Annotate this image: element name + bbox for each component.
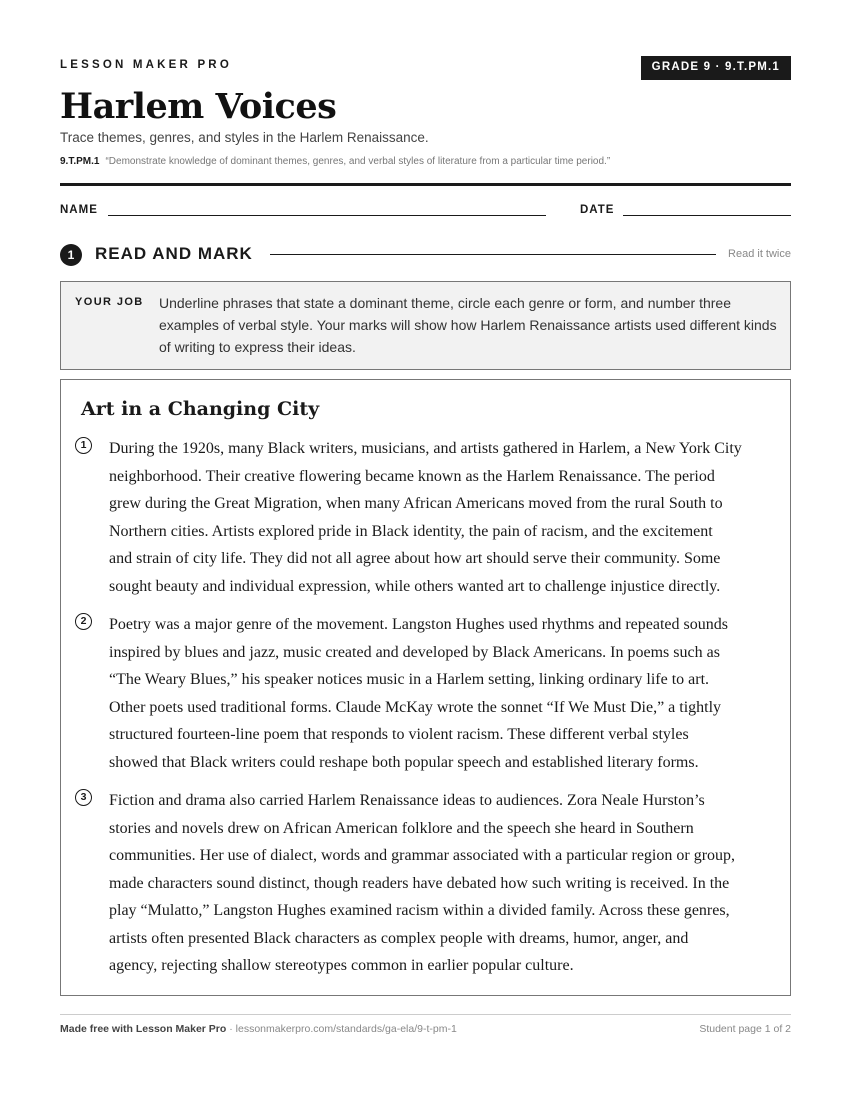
page-title: Harlem Voices <box>60 86 337 127</box>
reading-passage <box>60 379 791 996</box>
section-title: READ AND MARK <box>95 244 253 263</box>
footer-divider <box>60 1014 791 1015</box>
step-number-badge: 1 <box>60 244 82 266</box>
passage-title: Art in a Changing City <box>81 398 320 420</box>
text-line: communities. Her use of dialect, words and grammar associated with a particular region or group, <box>109 847 736 864</box>
text-line: made characters sound distinct, though readers have debated how such writing is received. In the <box>109 874 730 892</box>
instructions-label: YOUR JOB <box>75 296 144 308</box>
text-line: Fiction and drama also carried Harlem Renaissance ideas to audiences. Zora Neale Hurston’s <box>109 792 705 809</box>
grade-badge: GRADE 9 · 9.T.PM.1 <box>641 56 791 80</box>
text-line: agency, rejecting shallow stereotypes common in earlier popular culture. <box>109 957 574 974</box>
section-note: Read it twice <box>728 248 791 260</box>
name-field[interactable] <box>108 215 546 216</box>
text-line: sought beauty and individual expression, while others wanted art to challenge injustice directly. <box>109 577 721 595</box>
text-line: Other poets used traditional forms. Claude McKay wrote the sonnet “If We Must Die,” a tightly <box>109 698 722 716</box>
date-label: DATE <box>580 204 615 216</box>
text-line: inspired by blues and jazz, music created and developed by Black Americans. In poems such as <box>109 643 720 661</box>
text-line: stories and novels drew on African American folklore and the speech she heard in Southern <box>109 819 694 837</box>
paragraph-number: 1 <box>75 437 92 454</box>
text-line: artists often presented Black characters as complex people with dreams, humor, anger, and <box>109 929 689 947</box>
paragraph-number: 2 <box>75 613 92 630</box>
header-divider <box>60 183 791 186</box>
paragraph-text <box>109 435 772 600</box>
text-line: During the 1920s, many Black writers, musicians, and artists gathered in Harlem, a New York City <box>109 440 742 457</box>
footer-credit: Made free with Lesson Maker Pro <box>60 1023 227 1035</box>
page-number: Student page 1 of 2 <box>699 1023 791 1035</box>
standard-code: 9.T.PM.1 <box>60 156 100 167</box>
text-line: showed that Black writers could reshape both popular speech and established literary forms. <box>109 753 699 771</box>
name-label: NAME <box>60 204 98 216</box>
name-date-row <box>60 204 791 220</box>
text-line: “The Weary Blues,” his speaker notices music in a Harlem setting, linking ordinary life to art. <box>109 671 710 688</box>
footer-url[interactable]: · lessonmakerpro.com/standards/ga-ela/9-t-pm-1 <box>226 1023 457 1035</box>
text-line: neighborhood. Their creative flowering became known as the Harlem Renaissance. The period <box>109 467 715 485</box>
text-line: grew during the Great Migration, when many African Americans moved from the rural South to <box>109 495 723 512</box>
paragraph-text <box>109 787 772 980</box>
instructions-text: Underline phrases that state a dominant theme, circle each genre or form, and number three examples of verbal style. Your marks will show how Harlem Renaissance artists used different kinds of writing to express their ideas. <box>159 295 777 355</box>
standard-statement <box>60 156 610 167</box>
instructions-box <box>60 281 791 370</box>
section-read-and-mark <box>60 243 791 267</box>
page-footer <box>60 1023 791 1035</box>
paragraph-text <box>109 611 772 776</box>
text-line: and strain of city life. They did not all agree about how art should serve their community. Some <box>109 550 721 567</box>
date-field[interactable] <box>623 215 791 216</box>
brand-name: LESSON MAKER PRO <box>60 59 232 71</box>
header-bar <box>60 56 791 80</box>
page-subtitle: Trace themes, genres, and styles in the Harlem Renaissance. <box>60 130 429 145</box>
text-line: structured fourteen-line poem that responds to violent racism. These different verbal styles <box>109 726 689 743</box>
paragraph-number: 3 <box>75 789 92 806</box>
standard-text: “Demonstrate knowledge of dominant themes, genres, and verbal styles of literature from a particular time period.” <box>105 156 611 167</box>
text-line: Poetry was a major genre of the movement. Langston Hughes used rhythms and repeated sounds <box>109 616 728 633</box>
text-line: Northern cities. Artists explored pride in Black identity, the pain of racism, and the excitement <box>109 522 713 540</box>
text-line: play “Mulatto,” Langston Hughes examined racism within a divided family. Across these genres, <box>109 902 730 919</box>
section-divider <box>270 254 716 255</box>
